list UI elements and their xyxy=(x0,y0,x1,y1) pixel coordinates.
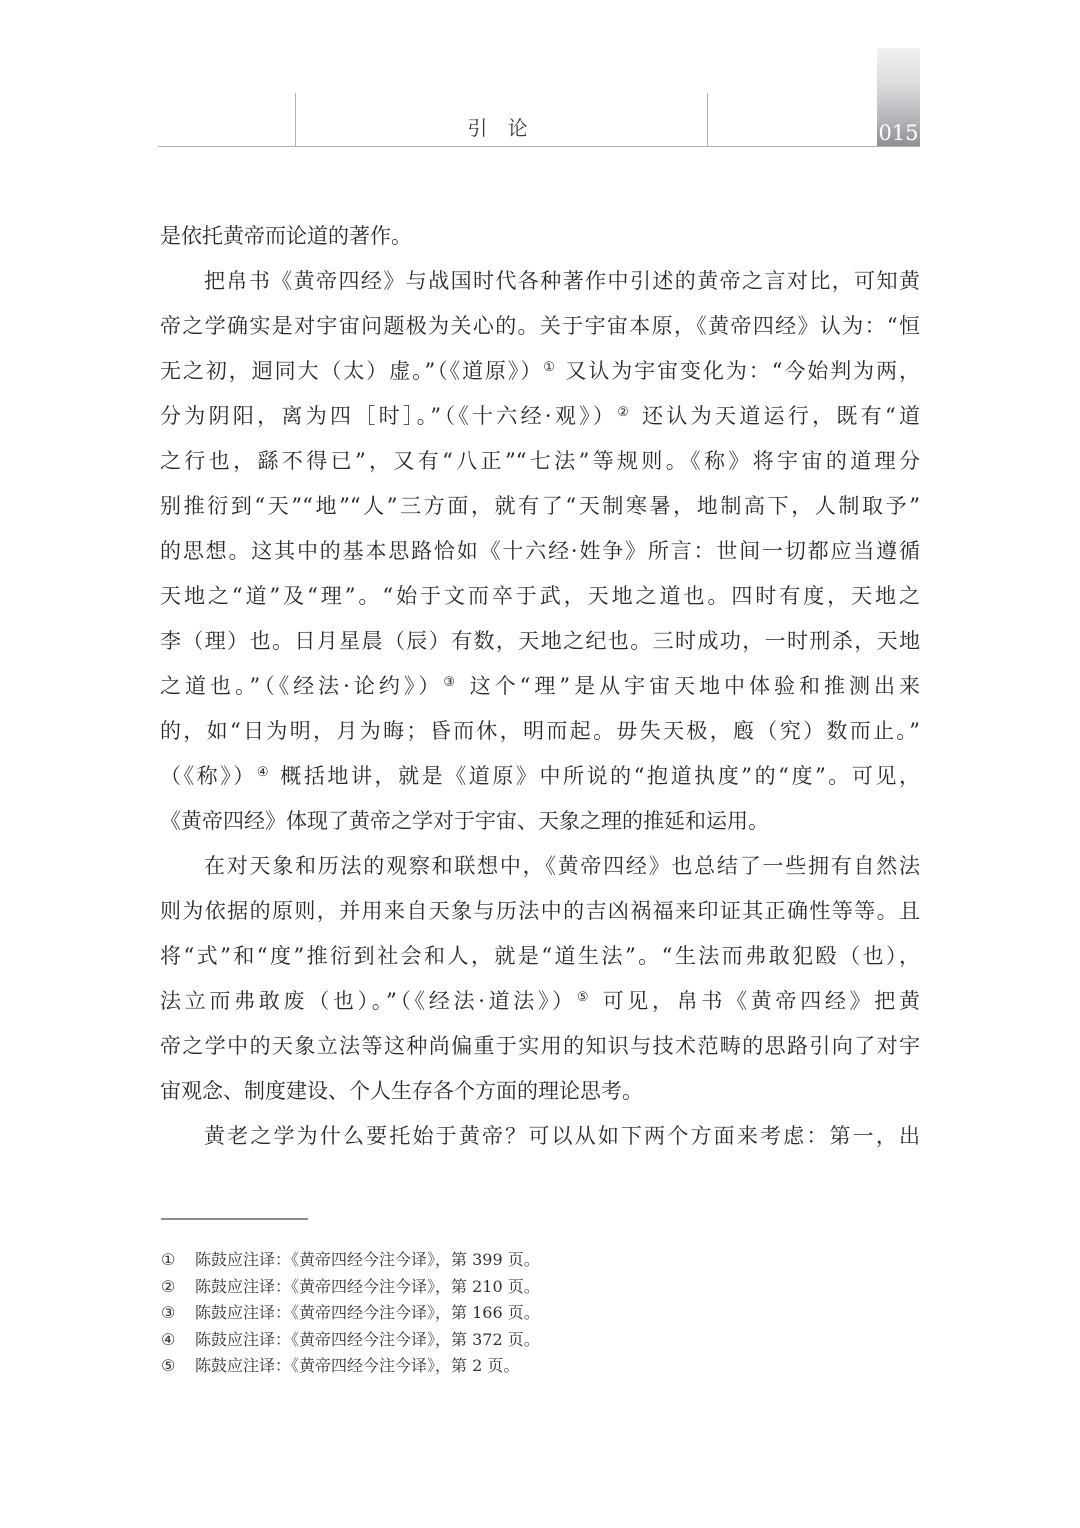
footnote-marker: ③ xyxy=(161,1303,176,1322)
text-line: 的，如“日为明，月为晦；昏而休，明而起。毋失天极，廏（究）数而止。” xyxy=(160,719,920,743)
footnote-text: 陈鼓应注译：《黄帝四经今注今译》，第 2 页。 xyxy=(195,1356,520,1375)
footnote-text: 陈鼓应注译：《黄帝四经今注今译》，第 166 页。 xyxy=(195,1303,540,1322)
text-line: 黄老之学为什么要托始于黄帝？可以从如下两个方面来考虑：第一，出 xyxy=(204,1124,920,1148)
page-number-gradient-bar xyxy=(877,48,920,147)
text-line: 将“式”和“度”推衍到社会和人，就是“道生法”。“生法而弗敢犯殹（也）， xyxy=(160,944,920,968)
text-line: 天地之“道”及“理”。“始于文而卒于武，天地之道也。四时有度，天地之 xyxy=(160,584,920,608)
header-rule xyxy=(158,146,920,147)
text-line: 则为依据的原则，并用来自天象与历法中的吉凶祸福来印证其正确性等等。且 xyxy=(160,899,920,923)
footnote-marker: ② xyxy=(161,1276,176,1296)
text-line: 李（理）也。日月星晨（辰）有数，天地之纪也。三时成功，一时刑杀，天地 xyxy=(160,629,920,653)
page-number: 015 xyxy=(878,121,919,145)
running-head-title: 引 论 xyxy=(467,116,535,140)
text-line: 之行也，繇不得已”，又有“八正”“七法”等规则。《称》将宇宙的道理分 xyxy=(160,449,920,473)
footnote-marker: ① xyxy=(161,1250,176,1269)
text-line: 无之初，迵同大（太）虚。”（《道原》）① 又认为宇宙变化为：“今始判为两， xyxy=(160,359,920,383)
text-line: 的思想。这其中的基本思路恰如《十六经·姓争》所言：世间一切都应当遵循 xyxy=(160,539,920,563)
footnotes xyxy=(161,1247,921,1380)
footnote-text: 陈鼓应注译：《黄帝四经今注今译》，第 399 页。 xyxy=(195,1250,540,1269)
footnote-item xyxy=(161,1247,921,1274)
text-line: 法立而弗敢废（也）。”（《经法·道法》）⑤ 可见，帛书《黄帝四经》把黄 xyxy=(160,989,920,1013)
text-line: 之道也。”（《经法·论约》）③ 这个“理”是从宇宙天地中体验和推测出来 xyxy=(160,674,920,698)
footnote-marker: ④ xyxy=(161,1329,176,1349)
footnote-item xyxy=(161,1274,921,1301)
text-line: （《称》）④ 概括地讲，就是《道原》中所说的“抱道执度”的“度”。可见， xyxy=(160,764,920,788)
text-line: 在对天象和历法的观察和联想中，《黄帝四经》也总结了一些拥有自然法 xyxy=(204,854,920,878)
header-tick-right xyxy=(707,93,708,146)
text-line: 是依托黄帝而论道的著作。 xyxy=(160,224,412,248)
footnote-text: 陈鼓应注译：《黄帝四经今注今译》，第 372 页。 xyxy=(195,1329,540,1349)
body-text xyxy=(160,214,920,1159)
text-line: 帝之学确实是对宇宙问题极为关心的。关于宇宙本原，《黄帝四经》认为：“恒 xyxy=(160,314,920,338)
footnote-item xyxy=(161,1300,921,1327)
text-line: 把帛书《黄帝四经》与战国时代各种著作中引述的黄帝之言对比，可知黄 xyxy=(204,269,920,293)
footnote-text: 陈鼓应注译：《黄帝四经今注今译》，第 210 页。 xyxy=(195,1276,540,1296)
footnote-separator xyxy=(161,1218,308,1220)
footnote-item xyxy=(161,1327,921,1354)
footnote-item xyxy=(161,1353,921,1380)
text-line: 宙观念、制度建设、个人生存各个方面的理论思考。 xyxy=(160,1079,643,1103)
footnote-marker: ⑤ xyxy=(161,1356,176,1375)
text-line: 分为阴阳，离为四［时］。”（《十六经·观》）② 还认为天道运行，既有“道 xyxy=(160,404,920,428)
text-line: 《黄帝四经》体现了黄帝之学对于宇宙、天象之理的推延和运用。 xyxy=(160,809,769,833)
text-line: 别推衍到“天”“地”“人”三方面，就有了“天制寒暑，地制高下，人制取予” xyxy=(160,494,920,518)
text-line: 帝之学中的天象立法等这种尚偏重于实用的知识与技术范畴的思路引向了对宇 xyxy=(160,1034,920,1058)
